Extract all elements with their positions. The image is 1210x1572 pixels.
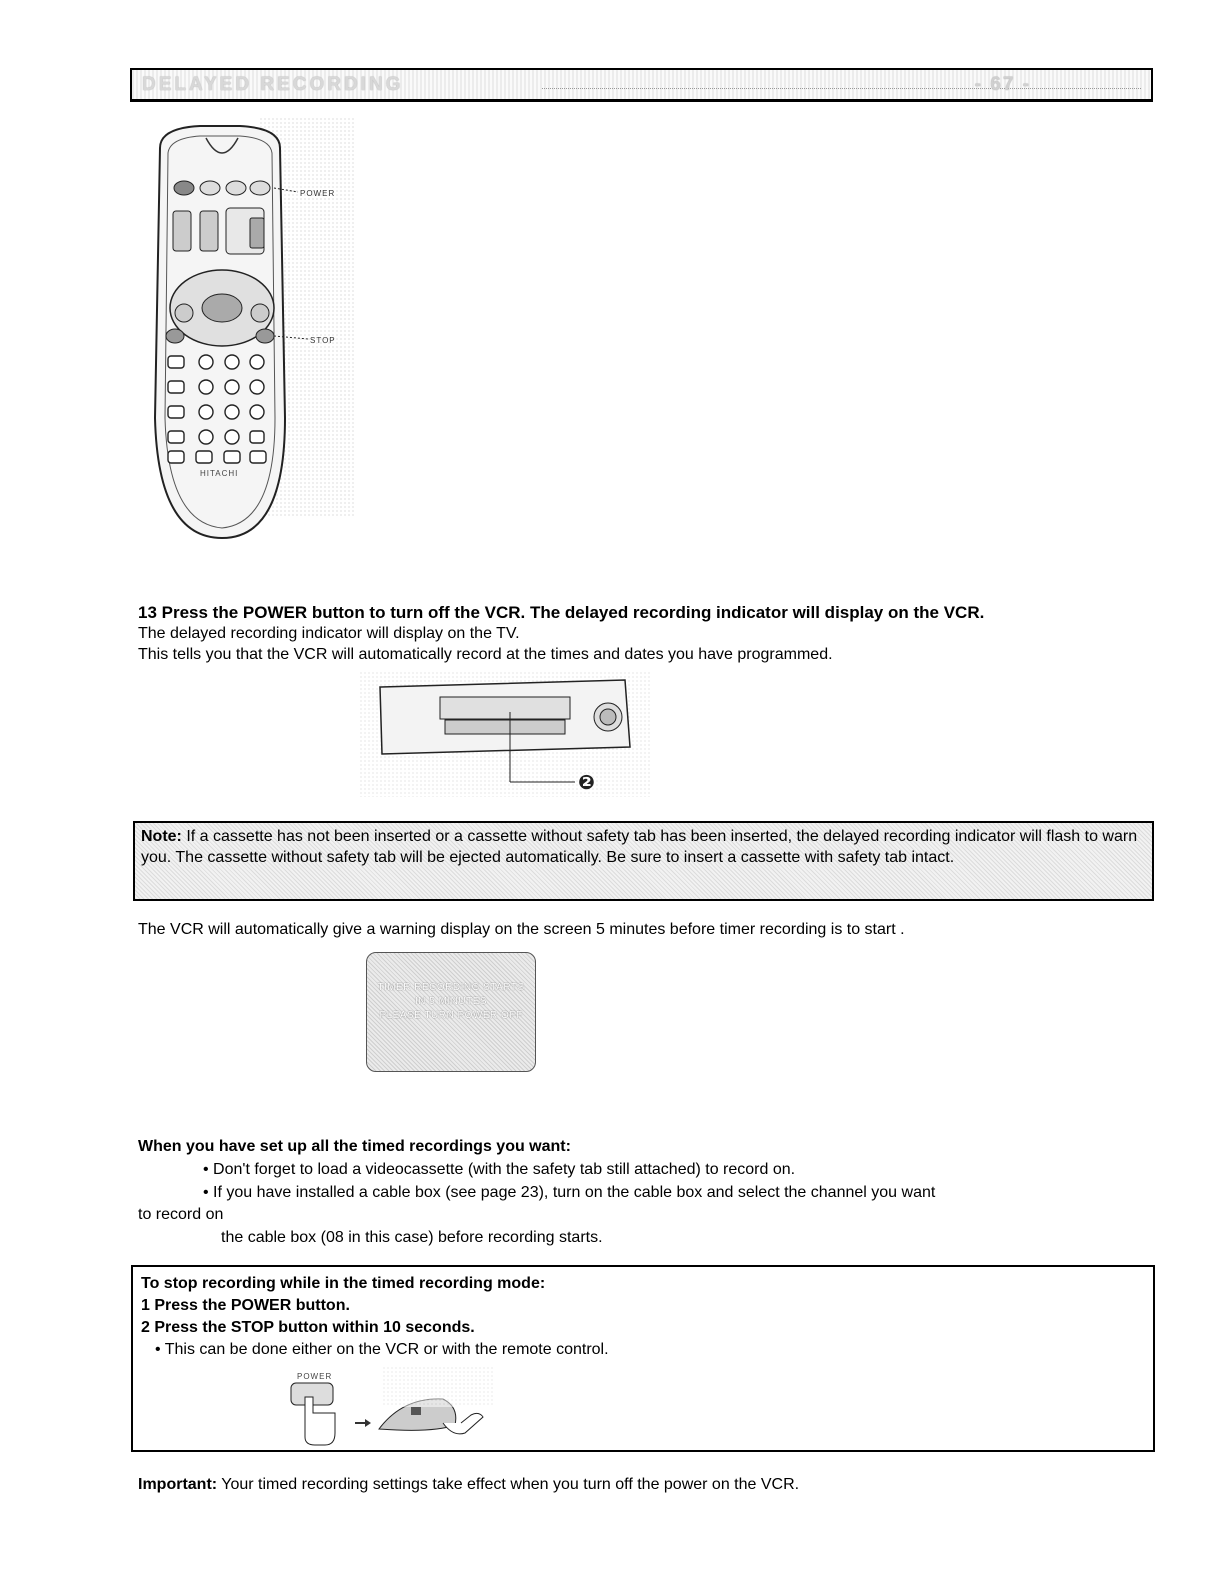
remote-power-label: POWER (300, 189, 336, 198)
setup-bullet2-cont1: to record on (138, 1206, 224, 1223)
step-13-heading: 13 Press the POWER button to turn off the VCR. The delayed recording indicator will display on the VCR. (138, 603, 985, 622)
section-title: DELAYED RECORDING (142, 74, 404, 95)
stop-recording-box (131, 1265, 1155, 1452)
important-text (138, 1475, 799, 1495)
warning-text: The VCR will automatically give a warning display on the screen 5 minutes before timer recording is to start . (138, 921, 905, 938)
setup-bullet2-cont2: the cable box (08 in this case) before recording starts. (221, 1229, 603, 1246)
hand-press-icon (283, 1367, 503, 1447)
stop-box-step1: 1 Press the POWER button. (141, 1297, 350, 1314)
header-leader-dots (542, 88, 1141, 89)
page-number: - 67 - (974, 74, 1031, 95)
tv-screen-line3: PLEASE TURN POWER OFF (379, 1010, 523, 1021)
vcr-icon (360, 672, 660, 802)
stop-box-step2: 2 Press the STOP button within 10 seconds. (141, 1319, 475, 1336)
vcr-callout-number: ❷ (578, 770, 595, 794)
remote-control-icon (140, 118, 360, 543)
power-stop-illustration (283, 1367, 503, 1447)
stop-box-bullet: • This can be done either on the VCR or with the remote control. (155, 1341, 609, 1358)
setup-bullet2: • If you have installed a cable box (see page 23), turn on the cable box and select the channel you want (203, 1184, 936, 1201)
step-13-line2: This tells you that the VCR will automatically record at the times and dates you have programmed. (138, 646, 833, 663)
note-label: Note: (141, 828, 182, 845)
vcr-illustration (360, 672, 660, 802)
note-text (141, 826, 1146, 868)
remote-control-illustration (140, 118, 360, 543)
important-body: Your timed recording settings take effect when you turn off the power on the VCR. (217, 1476, 800, 1493)
tv-screen-line1: TIMER RECORDING STARTS (377, 982, 525, 993)
setup-bullet1: • Don't forget to load a videocassette (with the safety tab still attached) to record on. (203, 1161, 796, 1178)
remote-stop-label: STOP (310, 336, 336, 345)
remote-brand: HITACHI (200, 469, 239, 478)
important-label: Important: (138, 1476, 218, 1493)
stop-box-power-label: POWER (297, 1372, 333, 1381)
note-box (133, 821, 1154, 901)
note-body: If a cassette has not been inserted or a cassette without safety tab has been inserted, the delayed recording indicator will flash to warn you. The cassette without safety tab will be ejected automatically. Be sure to insert a cassette with safety tab intact. (141, 828, 1138, 866)
tv-screen-line2: IN 5 MINUTES (414, 996, 488, 1007)
tv-screen-warning (366, 952, 536, 1072)
page-header (130, 68, 1153, 102)
setup-heading: When you have set up all the timed recordings you want: (138, 1138, 571, 1155)
step-13-line1: The delayed recording indicator will display on the TV. (138, 625, 520, 642)
stop-box-heading: To stop recording while in the timed recording mode: (141, 1275, 546, 1292)
